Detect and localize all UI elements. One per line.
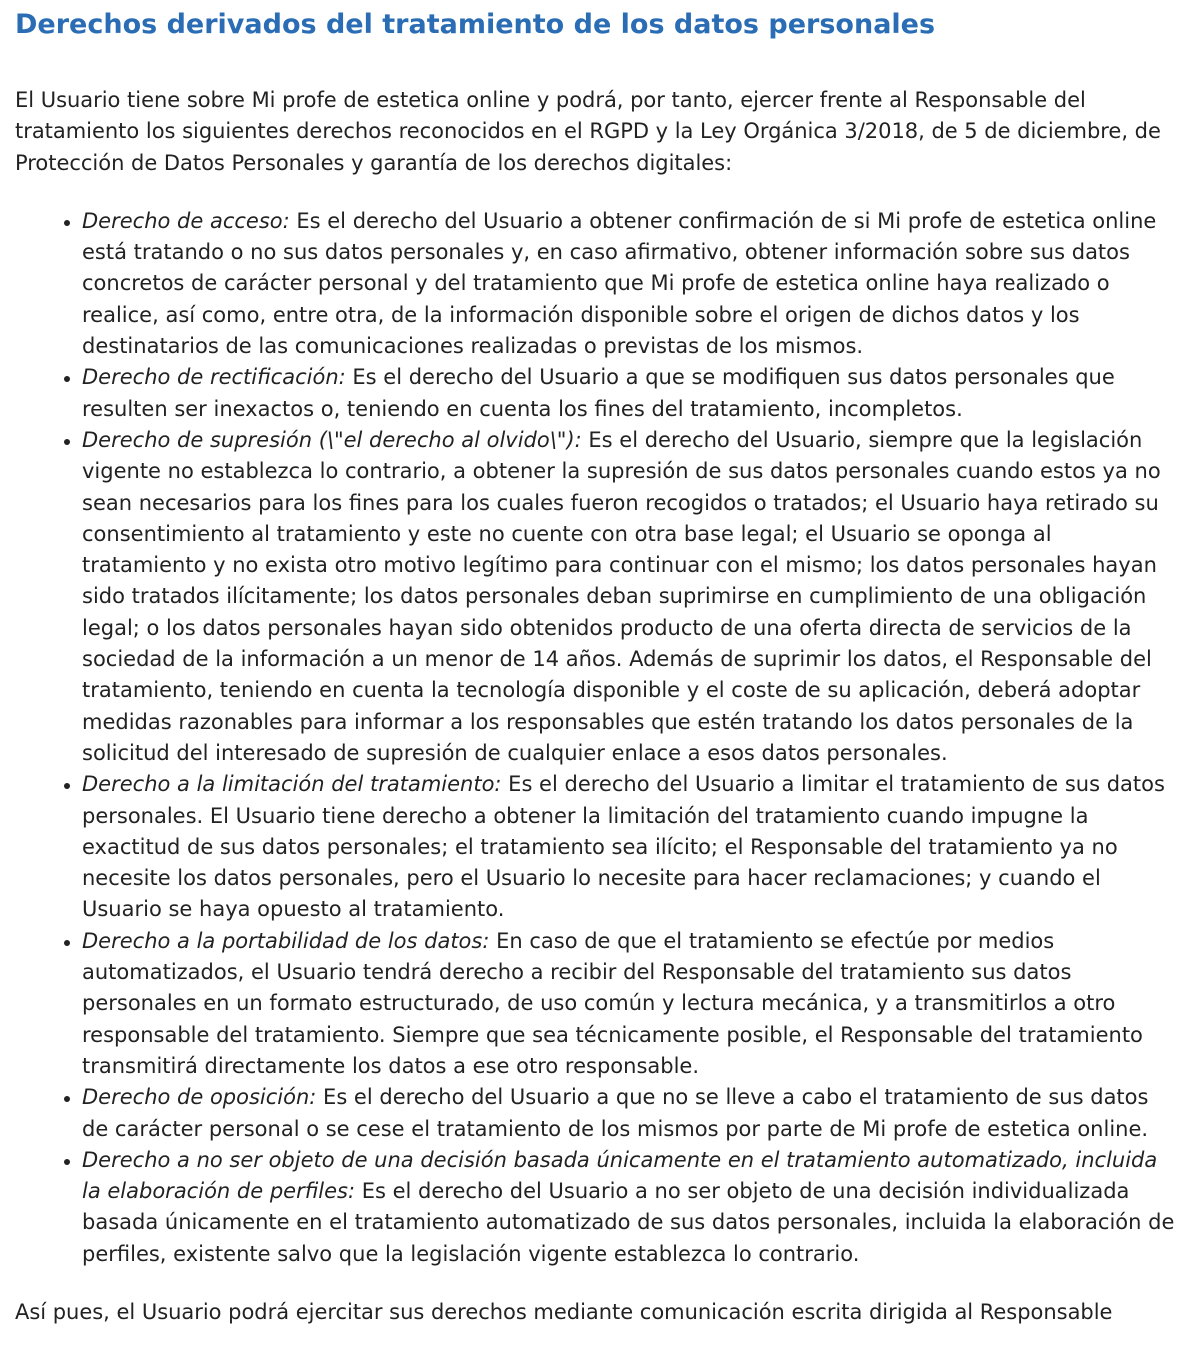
intro-paragraph: El Usuario tiene sobre Mi profe de estetica online y podrá, por tanto, ejercer frente al Responsable del tratamiento los siguientes derechos reconocidos en el RGPD y la Ley Orgánica 3/2018, de 5 de diciembre, de Protección de Datos Personales y garantía de los derechos digitales: (15, 88, 1161, 175)
list-item-derecho-acceso (82, 206, 1178, 362)
right-term: Derecho de rectificación: (82, 365, 346, 390)
right-description: Es el derecho del Usuario a obtener confirmación de si Mi profe de estetica online está tratando o no sus datos personales y, en caso afirmativo, obtener información sobre sus datos concretos de carácter personal y del tratamiento que Mi profe de estetica online haya realizado o realice, así como, entre otra, de la información disponible sobre el origen de dichos datos y los destinatarios de las comunicaciones realizadas o previstas de los mismos. (82, 208, 1157, 359)
right-description: Es el derecho del Usuario a no ser objeto de una decisión individualizada basada únicamente en el tratamiento automatizado de sus datos personales, incluida la elaboración de perfiles, existente salvo que la legislación vigente establezca lo contrario. (82, 1179, 1175, 1266)
list-item-derecho-oposicion (82, 1082, 1178, 1145)
list-item-derecho-supresion (82, 425, 1178, 769)
right-term: Derecho a la limitación del tratamiento: (82, 772, 502, 797)
rights-list (15, 206, 1178, 1270)
right-description: Es el derecho del Usuario a que no se lleve a cabo el tratamiento de sus datos de carácter personal o se cese el tratamiento de los mismos por parte de Mi profe de estetica online. (82, 1085, 1149, 1141)
list-item-derecho-limitacion (82, 769, 1178, 925)
right-term: Derecho a la portabilidad de los datos: (82, 928, 490, 953)
right-description: Es el derecho del Usuario a que se modifiquen sus datos personales que resulten ser inexactos o, teniendo en cuenta los fines del tratamiento, incompletos. (82, 365, 1115, 421)
right-term: Derecho de oposición: (82, 1085, 317, 1110)
right-description: Es el derecho del Usuario, siempre que la legislación vigente no establezca lo contrario, a obtener la supresión de sus datos personales cuando estos ya no sean necesarios para los fines para los cuales fueron recogidos o tratados; el Usuario haya retirado su consentimiento al tratamiento y este no cuente con otra base legal; el Usuario se oponga al tratamiento y no exista otro motivo legítimo para continuar con el mismo; los datos personales hayan sido tratados ilícitamente; los datos personales deban suprimirse en cumplimiento de una obligación legal; o los datos personales hayan sido obtenidos producto de una oferta directa de servicios de la sociedad de la información a un menor de 14 años. Además de suprimir los datos, el Responsable del tratamiento, teniendo en cuenta la tecnología disponible y el coste de su aplicación, deberá adoptar medidas razonables para informar a los responsables que estén tratando los datos personales de la solicitud del interesado de supresión de cualquier enlace a esos datos personales. (82, 427, 1161, 765)
list-item-derecho-portabilidad (82, 926, 1178, 1082)
right-term: Derecho a no ser objeto de una decisión basada únicamente en el tratamiento automatizado, incluida la elaboración de perfiles: (82, 1147, 1158, 1204)
right-description: En caso de que el tratamiento se efectúe por medios automatizados, el Usuario tendrá derecho a recibir del Responsable del tratamiento sus datos personales en un formato estructurado, de uso común y lectura mecánica, y a transmitirlos a otro responsable del tratamiento. Siempre que sea técnicamente posible, el Responsable del tratamiento transmitirá directamente los datos a ese otro responsable. (82, 928, 1143, 1078)
list-item-derecho-rectificacion (82, 362, 1178, 425)
right-term: Derecho de supresión (\"el derecho al olvido\"): (82, 427, 582, 452)
closing-paragraph: Así pues, el Usuario podrá ejercitar sus derechos mediante comunicación escrita dirigida al Responsable (15, 1299, 1113, 1324)
right-description: Es el derecho del Usuario a limitar el tratamiento de sus datos personales. El Usuario tiene derecho a obtener la limitación del tratamiento cuando impugne la exactitud de sus datos personales; el tratamiento sea ilícito; el Responsable del tratamiento ya no necesite los datos personales, pero el Usuario lo necesite para hacer reclamaciones; y cuando el Usuario se haya opuesto al tratamiento. (82, 772, 1165, 922)
page-title: Derechos derivados del tratamiento de los datos personales (15, 9, 936, 40)
list-item-derecho-decision-automatizada (82, 1145, 1178, 1270)
right-term: Derecho de acceso: (82, 208, 290, 233)
